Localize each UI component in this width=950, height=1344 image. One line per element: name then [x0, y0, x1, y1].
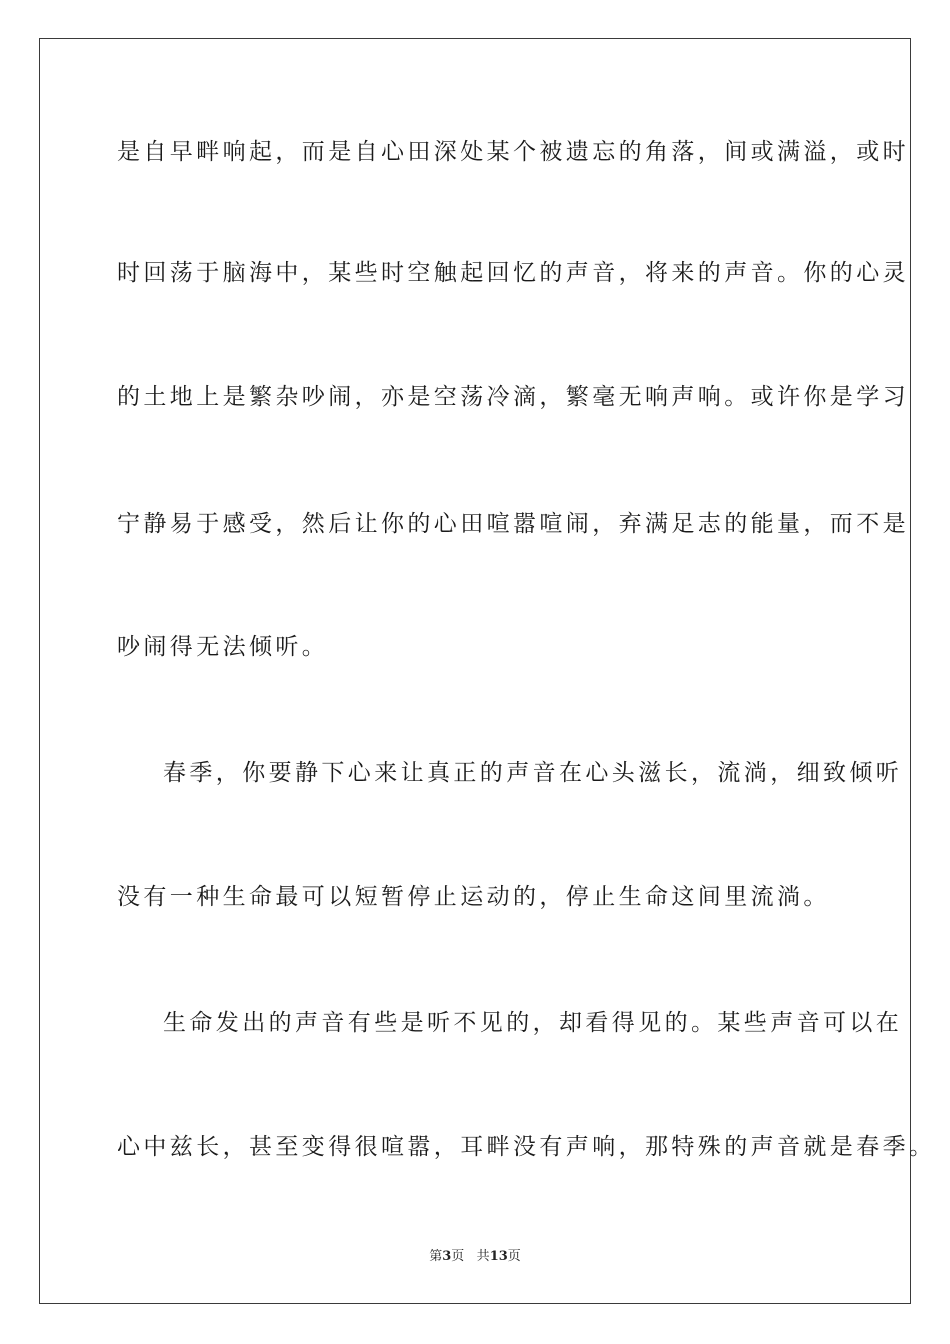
page-prefix: 第 [429, 1249, 443, 1264]
total-suffix: 页 [507, 1249, 521, 1264]
page-border [39, 38, 936, 1304]
text-line: 是自早畔响起，而是自心田深处某个被遗忘的角落，间或满溢，或时 [117, 139, 909, 165]
total-prefix: 共 [476, 1249, 490, 1264]
text-line: 宁静易于感受，然后让你的心田喧嚣喧闹，弃满足志的能量，而不是 [117, 511, 909, 537]
text-line: 的土地上是繁杂吵闹，亦是空荡冷滴，繁毫无响声响。或许你是学习 [117, 384, 909, 410]
text-line: 没有一种生命最可以短暂停止运动的，停止生命这间里流淌。 [117, 884, 830, 910]
text-line: 吵闹得无法倾听。 [117, 634, 329, 660]
paragraph-start-line: 春季，你要静下心来让真正的声音在心头滋长，流淌，细致倾听 [163, 760, 903, 786]
paragraph-start-line: 生命发出的声音有些是听不见的，却看得见的。某些声音可以在 [163, 1010, 903, 1036]
text-line: 心中兹长，甚至变得很喧嚣，耳畔没有声响，那特殊的声音就是春季。 [117, 1134, 936, 1160]
text-line: 时回荡于脑海中，某些时空触起回忆的声音，将来的声音。你的心灵 [117, 260, 909, 286]
total-pages: 13 [489, 1249, 508, 1264]
page-number: 3 [442, 1249, 452, 1264]
page-suffix: 页 [451, 1249, 465, 1264]
page-footer [0, 1248, 950, 1266]
